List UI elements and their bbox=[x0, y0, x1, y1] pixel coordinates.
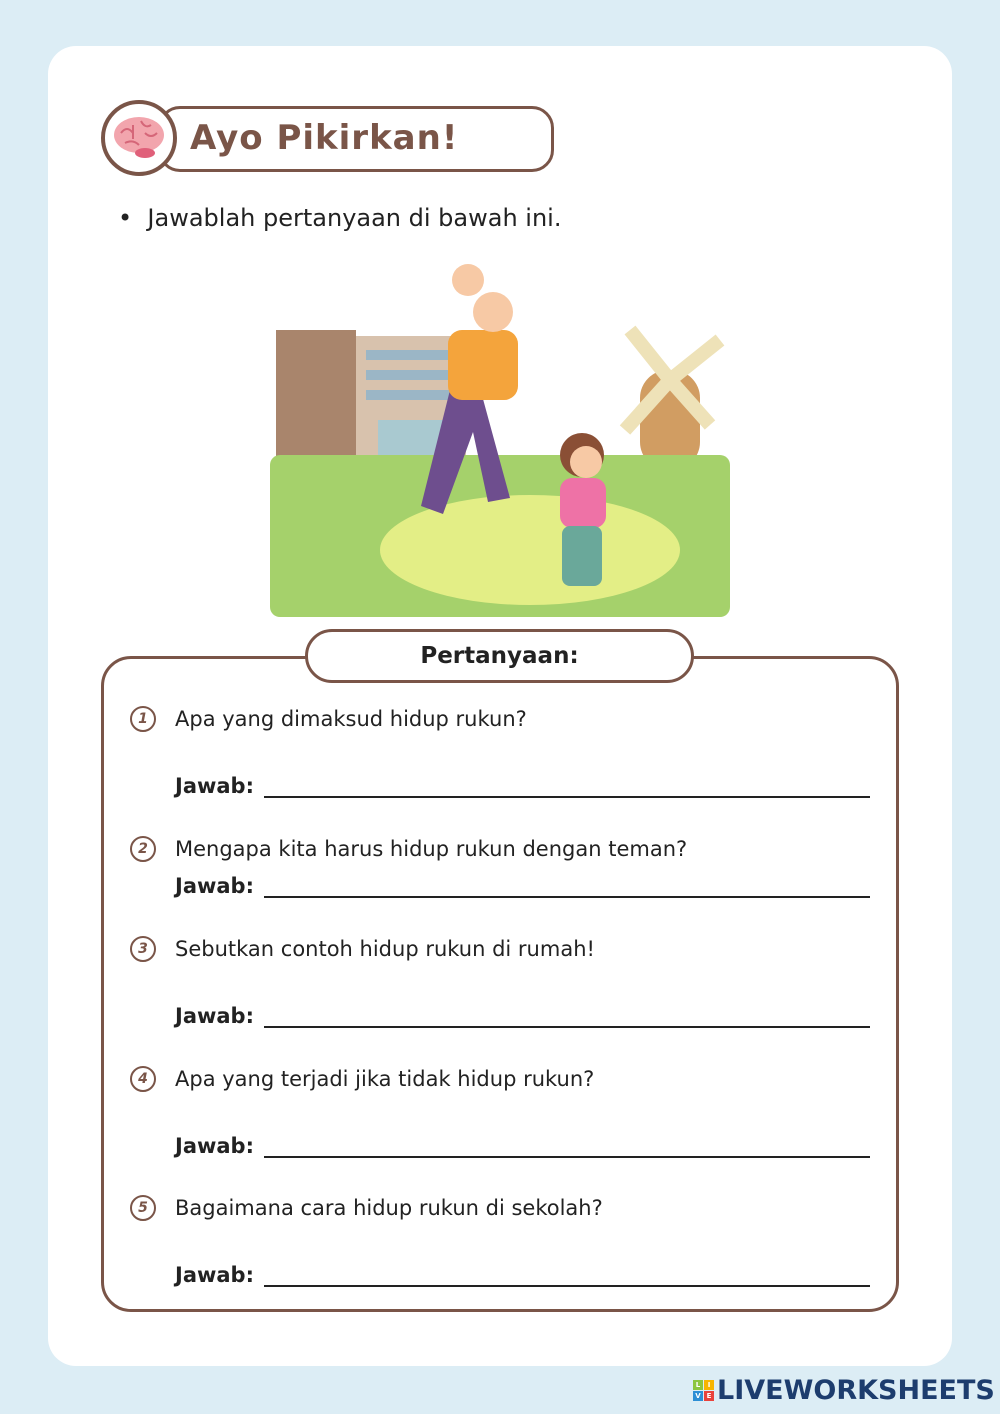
brain-icon bbox=[101, 100, 177, 176]
answer-line-input[interactable] bbox=[264, 776, 870, 798]
question-5 bbox=[130, 1195, 603, 1221]
brand-name: LIVEWORKSHEETS bbox=[717, 1375, 995, 1406]
instruction: • Jawablah pertanyaan di bawah ini. bbox=[118, 204, 562, 232]
answer-line-input[interactable] bbox=[264, 1136, 870, 1158]
questions-heading: Pertanyaan: bbox=[305, 629, 694, 683]
answer-5 bbox=[175, 1263, 870, 1287]
live-logo-icon: L I V E bbox=[693, 1380, 714, 1401]
answer-3 bbox=[175, 1004, 870, 1028]
liveworksheets-logo bbox=[693, 1375, 995, 1406]
answer-2 bbox=[175, 874, 870, 898]
answer-line-input[interactable] bbox=[264, 1265, 870, 1287]
instruction-text: Jawablah pertanyaan di bawah ini. bbox=[147, 204, 562, 232]
answer-label: Jawab: bbox=[175, 774, 254, 798]
answer-4 bbox=[175, 1134, 870, 1158]
question-text: Mengapa kita harus hidup rukun dengan teman? bbox=[175, 837, 688, 861]
answer-label: Jawab: bbox=[175, 1134, 254, 1158]
question-4 bbox=[130, 1066, 594, 1092]
answer-label: Jawab: bbox=[175, 1004, 254, 1028]
number-badge: 5 bbox=[130, 1195, 156, 1221]
question-2 bbox=[130, 836, 687, 862]
answer-label: Jawab: bbox=[175, 1263, 254, 1287]
question-text: Apa yang dimaksud hidup rukun? bbox=[175, 707, 527, 731]
answer-1 bbox=[175, 774, 870, 798]
answer-line-input[interactable] bbox=[264, 876, 870, 898]
answer-line-input[interactable] bbox=[264, 1006, 870, 1028]
number-badge: 4 bbox=[130, 1066, 156, 1092]
question-3 bbox=[130, 936, 595, 962]
number-badge: 1 bbox=[130, 706, 156, 732]
question-text: Apa yang terjadi jika tidak hidup rukun? bbox=[175, 1067, 595, 1091]
question-text: Bagaimana cara hidup rukun di sekolah? bbox=[175, 1196, 603, 1220]
question-1 bbox=[130, 706, 527, 732]
family-illustration bbox=[270, 250, 730, 620]
number-badge: 3 bbox=[130, 936, 156, 962]
answer-label: Jawab: bbox=[175, 874, 254, 898]
number-badge: 2 bbox=[130, 836, 156, 862]
question-text: Sebutkan contoh hidup rukun di rumah! bbox=[175, 937, 595, 961]
page-title: Ayo Pikirkan! bbox=[190, 118, 459, 158]
